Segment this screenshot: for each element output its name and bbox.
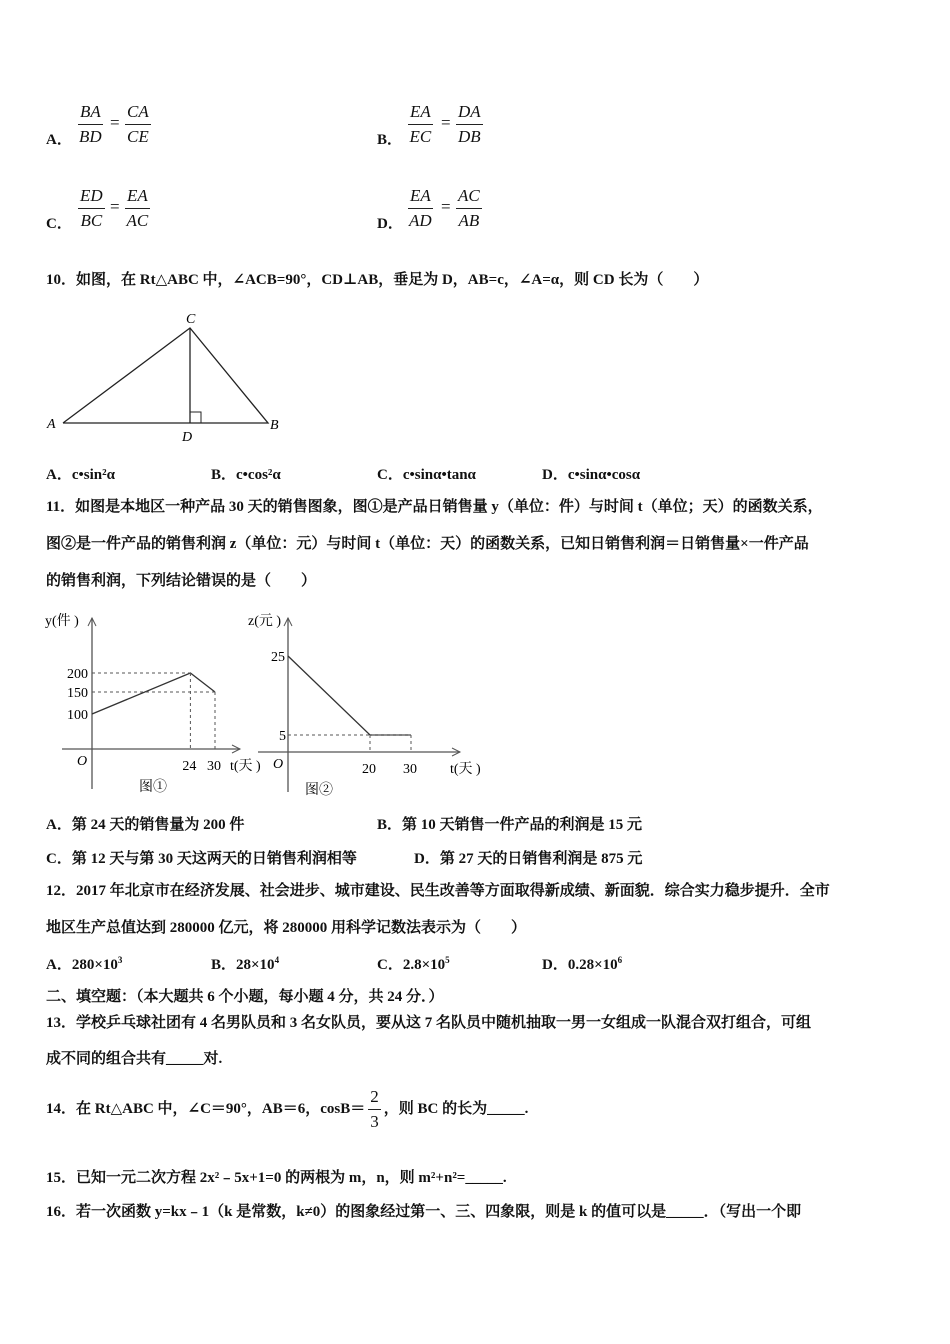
q11-stem-line2: 图②是一件产品的销售利润 z（单位：元）与时间 t（单位：天）的函数关系，已知日销售利润＝日销售量×一件产品 <box>46 536 809 552</box>
y-tick-label: 100 <box>67 708 88 723</box>
x-axis-label: t(天 ) <box>450 762 481 777</box>
q9-option-d-label: D． <box>377 216 403 232</box>
q11-option-b: B．第 10 天销售一件产品的利润是 15 元 <box>377 817 643 833</box>
q11-option-c: C．第 12 天与第 30 天这两天的日销售利润相等 <box>46 851 357 867</box>
q10-option-a: A．c•sin²α <box>46 467 115 483</box>
q9-option-b-label: B． <box>377 132 403 148</box>
y-axis-label: z(元 ) <box>248 614 282 629</box>
q14-text-before: 14．在 Rt△ABC 中，∠C＝90°，AB＝6，cosB＝ <box>46 1101 366 1117</box>
vertex-b: B <box>270 418 279 433</box>
q10-stem: 10．如图，在 Rt△ABC 中，∠ACB=90°，CD⊥AB，垂足为 D，AB=c，∠A=α，则 CD 长为（ ） <box>46 272 709 288</box>
q9-d-rhs: $\frac{AC}{AB}$ <box>458 186 480 230</box>
q12-option-a: A．$280\times 10^3$ <box>46 955 123 973</box>
x-tick-label: 24 <box>182 759 197 774</box>
triangle-abc <box>63 328 268 423</box>
q9-option-a-label: A． <box>46 132 72 148</box>
q13-line1: 13．学校乒乓球社团有 4 名男队员和 3 名女队员，要从这 7 名队员中随机抽取一男一女组成一队混合双打组合，可组 <box>46 1015 812 1031</box>
q11-stem-line1: 11．如图是本地区一种产品 30 天的销售图象，图①是产品日销售量 y（单位：件）与时间 t（单位；天）的函数关系， <box>46 499 823 515</box>
x-tick-label: 30 <box>403 762 417 777</box>
q9-b-lhs: $\frac{EA}{EC}$ <box>409 102 432 146</box>
q10-option-d: D．c•sinα•cosα <box>542 467 641 483</box>
series-line <box>288 656 411 735</box>
q10-option-c: C．c•sinα•tanα <box>377 467 476 483</box>
q9-d-lhs: $\frac{EA}{AD}$ <box>409 186 432 230</box>
q9-a-rhs: $\frac{CA}{CE}$ <box>127 102 149 146</box>
series-line <box>92 673 215 714</box>
origin-label: O <box>273 757 284 772</box>
chart-title: 图① <box>139 780 167 795</box>
q9-c-rhs: $\frac{EA}{AC}$ <box>126 186 149 230</box>
y-tick-label: 200 <box>67 667 88 682</box>
q12-option-c: C．$2.8\times 10^5$ <box>377 955 450 973</box>
q10-option-b: B．c•cos²α <box>211 467 281 483</box>
q9-option-c-label: C． <box>46 216 72 232</box>
exam-page: A． $\frac{BA}{BD}$ = $\frac{CA}{CE}$ B． $\frac{EA}{EC}$ = $\frac{DA}{DB}$ C． $\frac{ED}{BC}$ = $\frac{EA}{AC}$ D． $\frac{EA}{AD}$ = $\frac{AC}{AB}$ 10．如图，在 Rt△ABC 中，∠ACB=90°，CD⊥AB，垂足为 D，AB=c，∠A=α，则 CD 长为（ ） A B C D A．c•sin²α B．c•cos²α C．c•sinα•tanα D．c•sinα•cosα 11．如图是本地区一种产品 30 天的销售图象，图①是产品日销售量 y（单位：件）与时间 t（单位；天）的函数关系， 图②是一件产品的销售利润 z（单位：元）与时间 t（单位：天）的函数关系，已知日销售利润＝日销售量×一件产品 的销售利润，下列结论错误的是（ ） y(件 ) t(天 ) O 图① 200 150 100 24 30 z(元 ) t(天 ) O 图② 25 5 20 30 A．第 24 天的销售量为 200 件 B．第 10 天销售一件产品的利润是 15 元 C．第 12 天与第 30 天这两天的日销售利润相等 D．第 27 天的日销售利润是 875 元 12．2017 年北京市在经济发展、社会进步、城市建设、民生改善等方面取得新成绩、新面貌．综合实力稳步提升．全市 地区生产总值达到 280000 亿元，将 280000 用科学记数法表示为（ ） A．$280\times 10^3$ B．$28\times 10^4$ C．$2.8\times 10^5$ D．$0.28\times 10^6$ 二、填空题：（本大题共 6 个小题，每小题 4 分，共 24 分．） 13．学校乒乓球社团有 4 名男队员和 3 名女队员，要从这 7 名队员中随机抽取一男一女组成一队混合双打组合，可组 成不同的组合共有_____对. 14．在 Rt△ABC 中，∠C＝90°，AB＝6，cosB＝ $\frac{2}{3}$ ，则 BC 的长为_____. 15．已知一元二次方程 2x²﹣5x+1=0 的两根为 m，n，则 m²+n²=_____. 16．若一次函数 y=kx﹣1（k 是常数，k≠0）的图象经过第一、三、四象限，则是 k 的值可以是_____．（写出一个即 <box>0 0 950 1344</box>
q11-option-d: D．第 27 天的日销售利润是 875 元 <box>414 851 643 867</box>
q9-b-rhs: $\frac{DA}{DB}$ <box>458 102 481 146</box>
origin-label: O <box>77 754 88 769</box>
q14 <box>46 1084 528 1134</box>
y-tick-label: 25 <box>271 650 285 665</box>
y-tick-label: 5 <box>279 729 286 744</box>
q12-stem-line2: 地区生产总值达到 280000 亿元，将 280000 用科学记数法表示为（ ） <box>46 920 527 936</box>
q12-option-b: B．$28\times 10^4$ <box>211 955 280 973</box>
q11-option-a: A．第 24 天的销售量为 200 件 <box>46 817 245 833</box>
q16: 16．若一次函数 y=kx﹣1（k 是常数，k≠0）的图象经过第一、三、四象限，则是 k 的值可以是_____．（写出一个即 <box>46 1204 802 1220</box>
q9-a-lhs: $\frac{BA}{BD}$ <box>79 102 102 146</box>
q15: 15．已知一元二次方程 2x²﹣5x+1=0 的两根为 m，n，则 m²+n²=_____. <box>46 1170 507 1186</box>
sales-graphs <box>40 603 485 798</box>
triangle-figure <box>40 305 290 445</box>
q9-c-lhs: $\frac{ED}{BC}$ <box>80 186 103 230</box>
q13-line2: 成不同的组合共有_____对. <box>46 1051 223 1067</box>
q11-stem-line3: 的销售利润，下列结论错误的是（ ） <box>46 573 317 589</box>
q14-text-after: ，则 BC 的长为_____. <box>383 1101 529 1117</box>
q12-option-d: D．$0.28\times 10^6$ <box>542 955 623 973</box>
chart-title: 图② <box>305 783 333 798</box>
vertex-d: D <box>182 430 193 445</box>
x-tick-label: 20 <box>362 762 376 777</box>
vertex-a: A <box>47 417 56 432</box>
q14-fraction: $\frac{2}{3}$ <box>370 1087 379 1132</box>
x-tick-label: 30 <box>207 759 221 774</box>
y-tick-label: 150 <box>67 686 88 701</box>
q12-stem-line1: 12．2017 年北京市在经济发展、社会进步、城市建设、民生改善等方面取得新成绩、新面貌．综合实力稳步提升．全市 <box>46 883 830 899</box>
right-angle-mark <box>190 412 201 423</box>
x-axis-label: t(天 ) <box>230 759 261 774</box>
vertex-c: C <box>186 312 196 327</box>
y-axis-label: y(件 ) <box>45 614 79 629</box>
section-fill-in-heading: 二、填空题：（本大题共 6 个小题，每小题 4 分，共 24 分．） <box>46 989 444 1005</box>
